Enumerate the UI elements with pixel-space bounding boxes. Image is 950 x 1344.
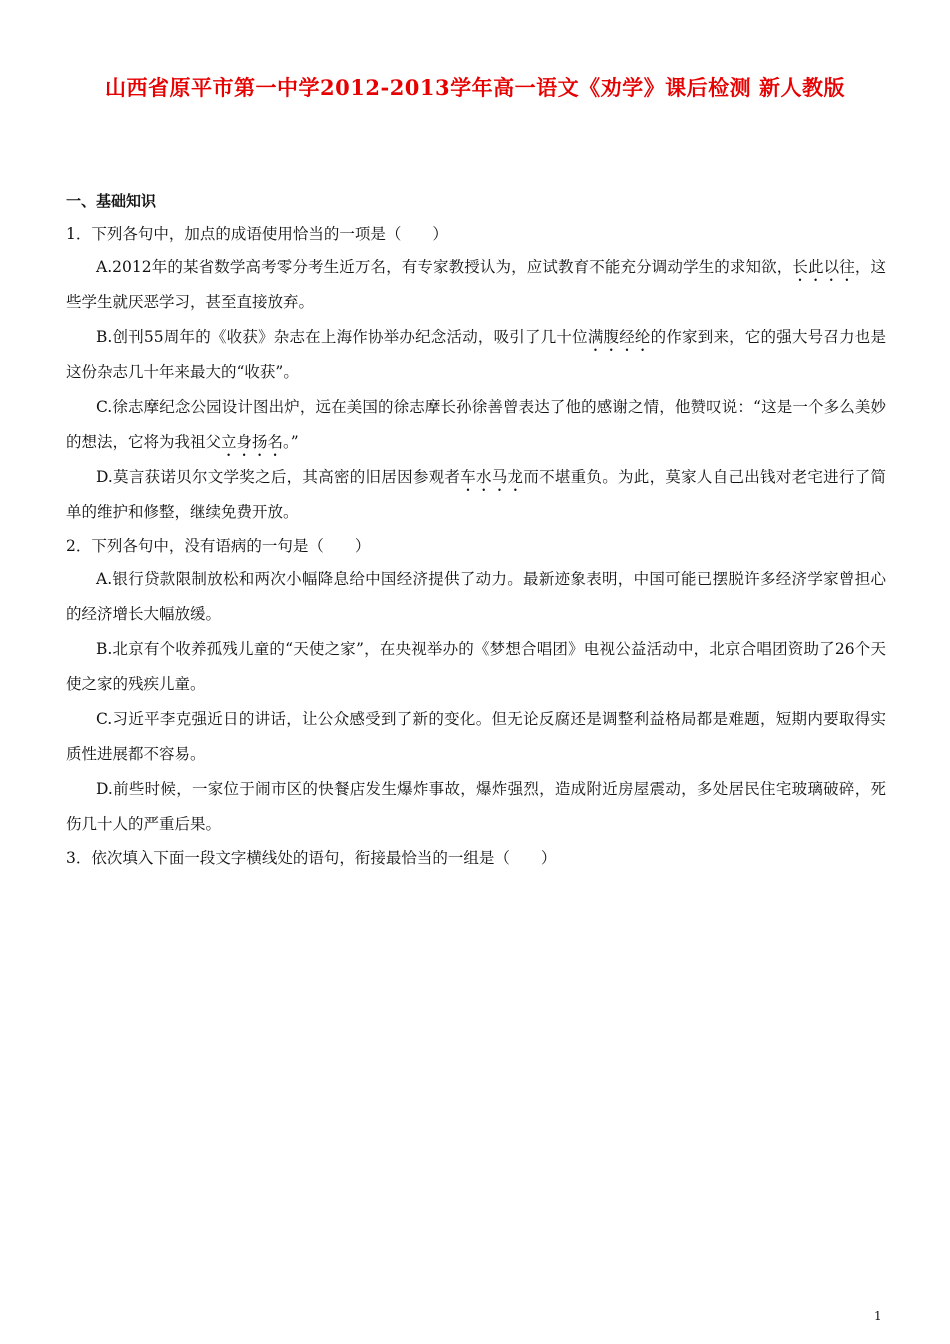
question-1 <box>66 218 886 530</box>
option-c: C.徐志摩纪念公园设计图出炉，远在美国的徐志摩长孙徐善曾表达了他的感谢之情，他赞叹说：“这是一个多么美妙的想法，它将为我祖父立身扬名。” <box>66 398 886 451</box>
dotted-idiom: 车水马龙 <box>460 468 524 486</box>
dotted-idiom: 长此以往 <box>792 258 855 276</box>
option-c: C.习近平李克强近日的讲话，让公众感受到了新的变化。但无论反腐还是调整利益格局都是难题，短期内要取得实质性进展都不容易。 <box>66 710 886 763</box>
option-b: B.创刊55周年的《收获》杂志在上海作协举办纪念活动，吸引了几十位满腹经纶的作家到来，它的强大号召力也是这份杂志几十年来最大的“收获”。 <box>66 328 886 381</box>
option-d: D.前些时候，一家位于闹市区的快餐店发生爆炸事故，爆炸强烈，造成附近房屋震动，多处居民住宅玻璃破碎，死伤几十人的严重后果。 <box>66 780 886 833</box>
question-2 <box>66 530 886 842</box>
page-number: 1 <box>874 1309 882 1323</box>
option-a: A.2012年的某省数学高考零分考生近万名，有专家教授认为，应试教育不能充分调动学生的求知欲，长此以往，这些学生就厌恶学习，甚至直接放弃。 <box>66 258 886 311</box>
question-3 <box>66 842 886 874</box>
dotted-idiom: 立身扬名 <box>221 433 284 451</box>
document-title: 山西省原平市第一中学2012-2013学年高一语文《劝学》课后检测 新人教版 <box>105 75 845 100</box>
question-list <box>66 218 886 874</box>
question-stem: 3．依次填入下面一段文字横线处的语句，衔接最恰当的一组是（ ） <box>66 849 557 867</box>
option-d: D.莫言获诺贝尔文学奖之后，其高密的旧居因参观者车水马龙而不堪重负。为此，莫家人自己出钱对老宅进行了简单的维护和修整，继续免费开放。 <box>66 468 886 521</box>
section-heading: 一、基础知识 <box>66 192 157 210</box>
question-stem: 2．下列各句中，没有语病的一句是（ ） <box>66 537 371 555</box>
option-a: A.银行贷款限制放松和两次小幅降息给中国经济提供了动力。最新迹象表明，中国可能已摆脱许多经济学家曾担心的经济增长大幅放缓。 <box>66 570 886 623</box>
question-stem: 1．下列各句中，加点的成语使用恰当的一项是（ ） <box>66 225 448 243</box>
option-b: B.北京有个收养孤残儿童的“天使之家”，在央视举办的《梦想合唱团》电视公益活动中，北京合唱团资助了26个天使之家的残疾儿童。 <box>66 640 886 693</box>
dotted-idiom: 满腹经纶 <box>587 328 651 346</box>
